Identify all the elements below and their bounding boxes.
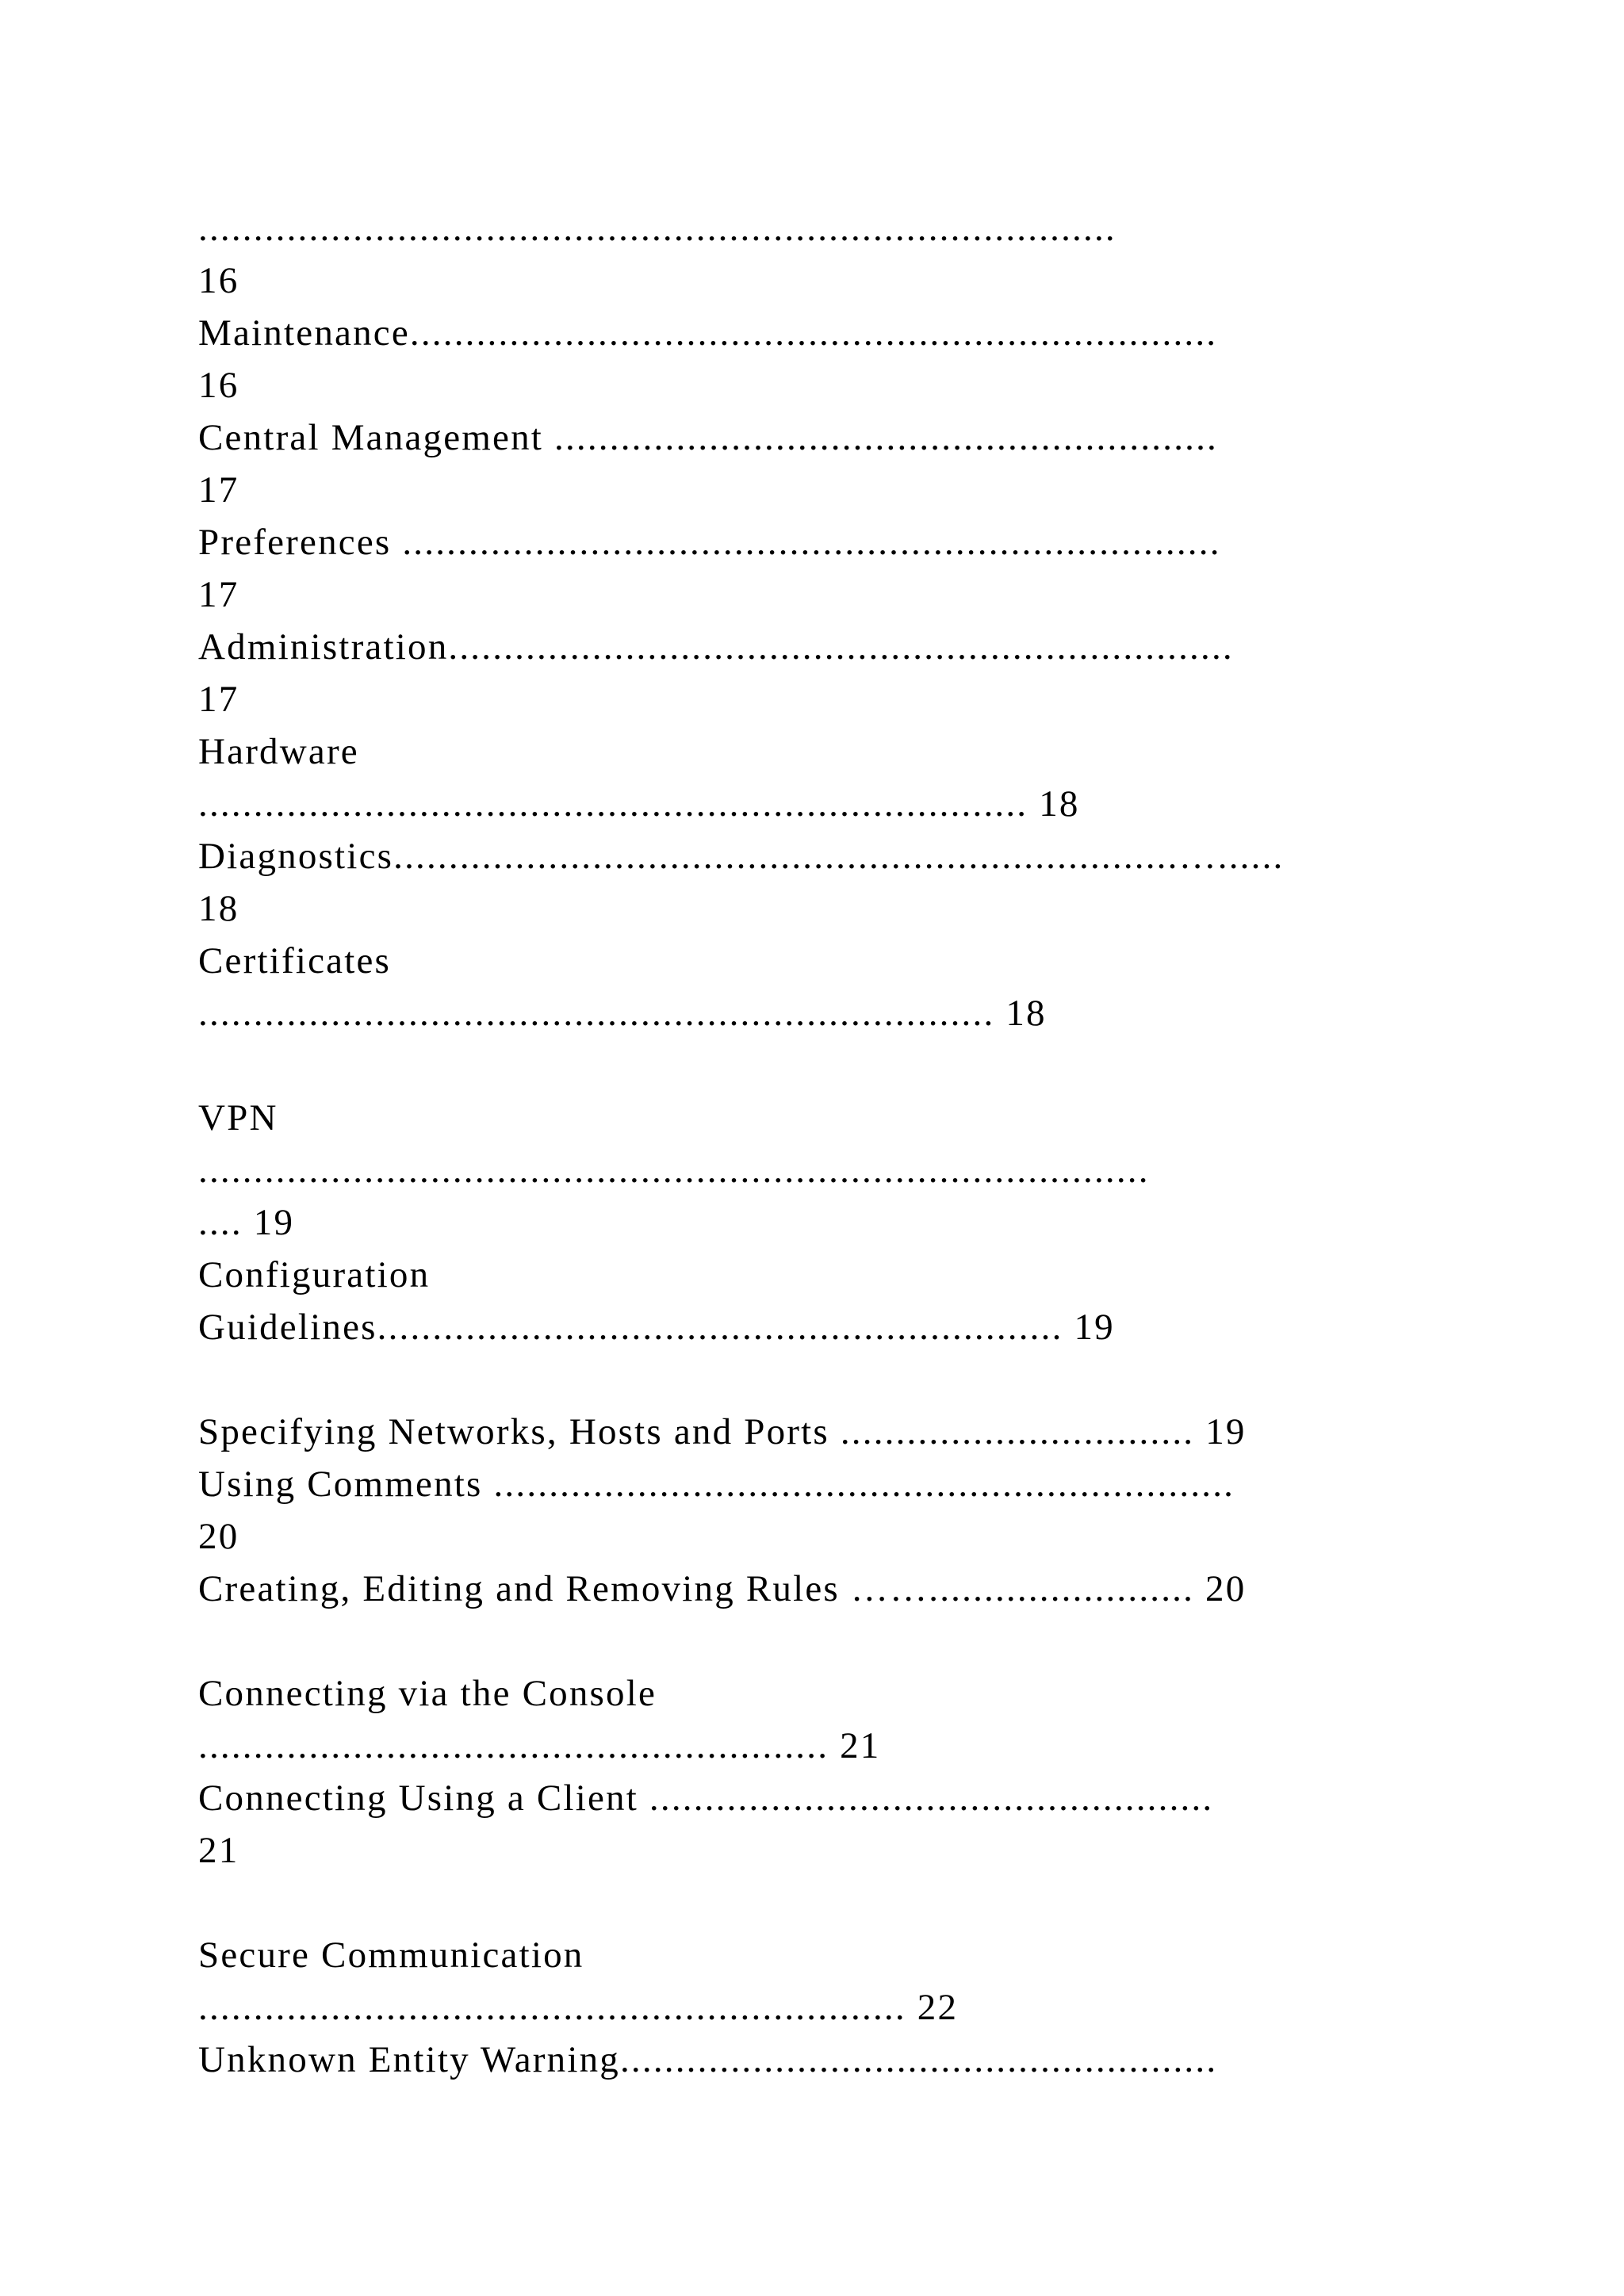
toc-entry-secure-communication: Secure Communication (198, 1934, 584, 1976)
toc-leader-line: ........................................................................ 18 (198, 993, 1047, 1034)
toc-leader-line: ...................................................................................... (198, 1150, 1150, 1191)
toc-page-number: 20 (198, 1516, 239, 1557)
toc-entry-administration: Administration....................................................................... (198, 626, 1234, 668)
toc-page-number: 18 (198, 888, 239, 929)
toc-blank-line (198, 1039, 1435, 1092)
toc-leader-line: ......................................................... 21 (198, 1725, 881, 1766)
toc-entry-specifying-networks: Specifying Networks, Hosts and Ports ................................ 19 (198, 1411, 1247, 1452)
toc-blank-line (198, 1877, 1435, 1929)
toc-entry-unknown-entity-warning: Unknown Entity Warning...................................................... (198, 2039, 1218, 2080)
toc-entry-central-management: Central Management ............................................................ (198, 417, 1218, 458)
toc-page-number: 21 (198, 1830, 239, 1871)
toc-entry-connecting-console: Connecting via the Console (198, 1673, 657, 1714)
toc-entry-using-comments: Using Comments ................................................................... (198, 1464, 1235, 1505)
toc-entry-guidelines: Guidelines.............................................................. 19 (198, 1307, 1115, 1348)
toc-entry-diagnostics: Diagnostics.......................................................................…...... (198, 836, 1285, 877)
toc-page-number: 16 (198, 365, 239, 406)
toc-entry-configuration: Configuration (198, 1254, 431, 1295)
toc-page-number: 17 (198, 574, 239, 615)
toc-line: ................................................................................... (198, 208, 1116, 249)
toc-entry-creating-rules: Creating, Editing and Removing Rules ……........................ 20 (198, 1568, 1247, 1609)
toc-section-vpn: VPN (198, 1097, 278, 1138)
toc-page-number: 17 (198, 469, 239, 511)
toc-blank-line (198, 1353, 1435, 1406)
toc-page-number: 16 (198, 260, 239, 301)
table-of-contents (198, 202, 1435, 2086)
toc-blank-line (198, 1615, 1435, 1667)
toc-entry-preferences: Preferences .......................................................................... (198, 522, 1221, 563)
toc-entry-certificates: Certificates (198, 940, 392, 982)
toc-leader-line: ................................................................ 22 (198, 1987, 959, 2028)
toc-leader-line: .... 19 (198, 1202, 295, 1243)
toc-page-number: 17 (198, 679, 239, 720)
toc-entry-hardware: Hardware (198, 731, 359, 772)
toc-entry-maintenance: Maintenance......................................................................... (198, 312, 1218, 354)
toc-entry-connecting-client: Connecting Using a Client ................................................... (198, 1777, 1214, 1819)
toc-leader-line: ........................................................................... 18 (198, 783, 1080, 825)
